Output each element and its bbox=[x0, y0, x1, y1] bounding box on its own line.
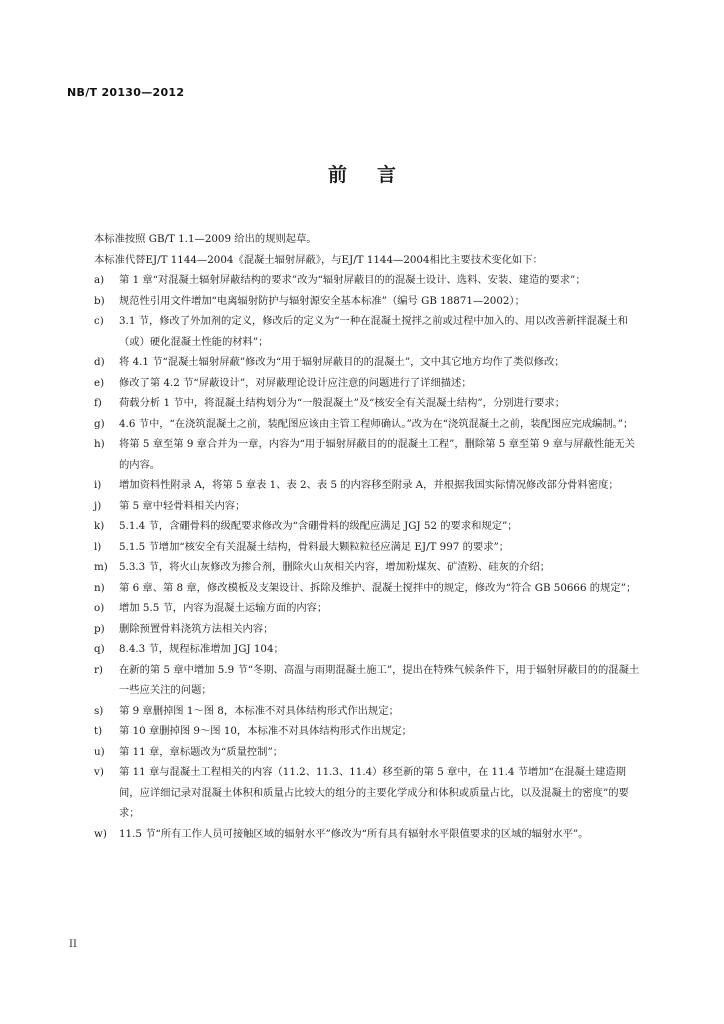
title-char-1: 前 bbox=[327, 164, 347, 186]
item-label: m) bbox=[94, 561, 108, 573]
item-label: h) bbox=[94, 438, 105, 450]
item-text: 荷载分析 1 节中，将混凝土结构划分为“一般混凝土”及“核安全有关混凝土结构”，分别进行要求； bbox=[119, 397, 566, 409]
item-label: k) bbox=[94, 520, 105, 532]
item-label: e) bbox=[94, 376, 105, 389]
change-item bbox=[94, 824, 640, 845]
item-text: 第 5 章中轻骨料相关内容； bbox=[119, 499, 246, 512]
page-number: II bbox=[69, 939, 77, 950]
item-label: t) bbox=[94, 725, 103, 737]
change-item bbox=[94, 393, 640, 414]
change-item bbox=[94, 578, 640, 599]
page-title bbox=[0, 160, 724, 187]
item-label: r) bbox=[94, 663, 103, 676]
change-item bbox=[94, 742, 640, 763]
item-label: p) bbox=[94, 622, 105, 635]
change-item bbox=[94, 311, 640, 352]
item-text: 5.1.4 节，含硼骨料的级配要求修改为“含硼骨料的级配应满足 JGJ 52 的要求和规定”； bbox=[119, 520, 518, 532]
item-text: 在新的第 5 章中增加 5.9 节“冬期、高温与雨期混凝土施工”，提出在特殊气候条件下，用于辐射屏蔽目的的混凝土一些应关注的问题； bbox=[119, 663, 640, 696]
item-label: n) bbox=[94, 581, 105, 594]
item-label: g) bbox=[94, 417, 105, 430]
change-item bbox=[94, 516, 640, 537]
change-item bbox=[94, 701, 640, 722]
item-label: s) bbox=[94, 704, 104, 717]
item-text: 将 4.1 节“混凝土辐射屏蔽”修改为“用于辐射屏蔽目的的混凝土”，文中其它地方均作了类似修改； bbox=[119, 356, 565, 368]
change-item bbox=[94, 270, 640, 291]
change-item bbox=[94, 660, 640, 701]
intro-paragraph: 本标准按照 GB/T 1.1—2009 给出的规则起草。 bbox=[94, 233, 317, 245]
item-text: 第 1 章“对混凝土辐射屏蔽结构的要求”改为“辐射屏蔽目的的混凝土设计、选料、安装、建造的要求”； bbox=[119, 274, 586, 286]
item-text: 5.3.3 节，将火山灰修改为掺合剂，删除火山灰相关内容，增加粉煤灰、矿渣粉、硅灰的介绍； bbox=[119, 561, 551, 573]
item-text: 第 10 章删掉图 9～图 10，本标准不对具体结构形式作出规定； bbox=[119, 725, 412, 737]
change-item bbox=[94, 639, 640, 660]
item-label: w) bbox=[94, 827, 107, 840]
item-label: i) bbox=[94, 479, 102, 491]
item-text: 第 9 章删掉图 1～图 8，本标准不对具体结构形式作出规定； bbox=[119, 704, 399, 717]
change-item bbox=[94, 496, 640, 517]
item-text: 4.6 节中，“在浇筑混凝土之前，装配图应该由主管工程师确认。”改为在“浇筑混凝土之前，装配图应完成编制。”； bbox=[119, 417, 634, 430]
item-label: u) bbox=[94, 745, 105, 758]
item-label: d) bbox=[94, 356, 105, 368]
item-label: b) bbox=[94, 294, 105, 307]
item-label: c) bbox=[94, 315, 104, 327]
item-text: 第 11 章与混凝土工程相关的内容（11.2、11.3、11.4）移至新的第 5 章中，在 11.4 节增加“在混凝土建造期间，应详细记录对混凝土体积和质量占比较大的组分的主要化学成分和体积或质量占比，以及混凝土的密度”的要求； bbox=[119, 766, 629, 819]
item-text: 删除预置骨料浇筑方法相关内容； bbox=[119, 622, 274, 635]
change-item bbox=[94, 475, 640, 496]
item-text: 增加资料性附录 A，将第 5 章表 1、表 2、表 5 的内容移至附录 A，并根据我国实际情况修改部分骨料密度； bbox=[119, 479, 619, 491]
change-item bbox=[94, 373, 640, 394]
item-label: a) bbox=[94, 274, 105, 286]
title-char-2: 言 bbox=[377, 164, 397, 186]
change-item bbox=[94, 598, 640, 619]
change-item bbox=[94, 434, 640, 475]
item-label: l) bbox=[94, 540, 102, 553]
change-item bbox=[94, 414, 640, 435]
item-label: o) bbox=[94, 602, 105, 614]
change-item bbox=[94, 762, 640, 824]
item-label: q) bbox=[94, 643, 105, 655]
item-text: 11.5 节“所有工作人员可接触区域的辐射水平”修改为“所有具有辐射水平限值要求的区域的辐射水平”。 bbox=[119, 827, 589, 840]
item-label: v) bbox=[94, 766, 104, 778]
item-text: 3.1 节，修改了外加剂的定义，修改后的定义为“一种在混凝土搅拌之前或过程中加入的、用以改善新拌混凝土和（或）硬化混凝土性能的材料”； bbox=[119, 315, 628, 348]
item-text: 第 11 章，章标题改为“质量控制”； bbox=[119, 745, 284, 758]
foreword-body bbox=[94, 229, 640, 844]
change-item bbox=[94, 537, 640, 558]
change-item bbox=[94, 352, 640, 373]
item-text: 第 6 章、第 8 章，修改模板及支架设计、拆除及维护、混凝土搅拌中的规定，修改为“符合 GB 50666 的规定”； bbox=[119, 581, 637, 594]
item-label: f) bbox=[94, 397, 102, 409]
item-text: 修改了第 4.2 节“屏蔽设计”，对屏蔽理论设计应注意的问题进行了详细描述； bbox=[119, 376, 472, 389]
item-text: 规范性引用文件增加“电离辐射防护与辐射源安全基本标准”（编号 GB 18871—2002）； bbox=[119, 294, 525, 307]
item-text: 增加 5.5 节，内容为混凝土运输方面的内容； bbox=[119, 602, 328, 614]
item-text: 5.1.5 节增加“核安全有关混凝土结构，骨料最大颗粒粒径应满足 EJ/T 997 的要求”； bbox=[119, 540, 510, 553]
change-item bbox=[94, 619, 640, 640]
item-text: 将第 5 章至第 9 章合并为一章，内容为“用于辐射屏蔽目的的混凝土工程”，删除第 5 章至第 9 章与屏蔽性能无关的内容。 bbox=[119, 438, 635, 471]
change-item bbox=[94, 291, 640, 312]
change-item bbox=[94, 557, 640, 578]
intro-paragraph: 本标准代替EJ/T 1144—2004《混凝土辐射屏蔽》，与EJ/T 1144—2004相比主要技术变化如下： bbox=[94, 253, 543, 266]
item-text: 8.4.3 节，规程标准增加 JGJ 104； bbox=[119, 643, 284, 655]
standard-number: NB/T 20130—2012 bbox=[67, 86, 185, 99]
item-label: j) bbox=[94, 499, 102, 512]
change-item bbox=[94, 721, 640, 742]
